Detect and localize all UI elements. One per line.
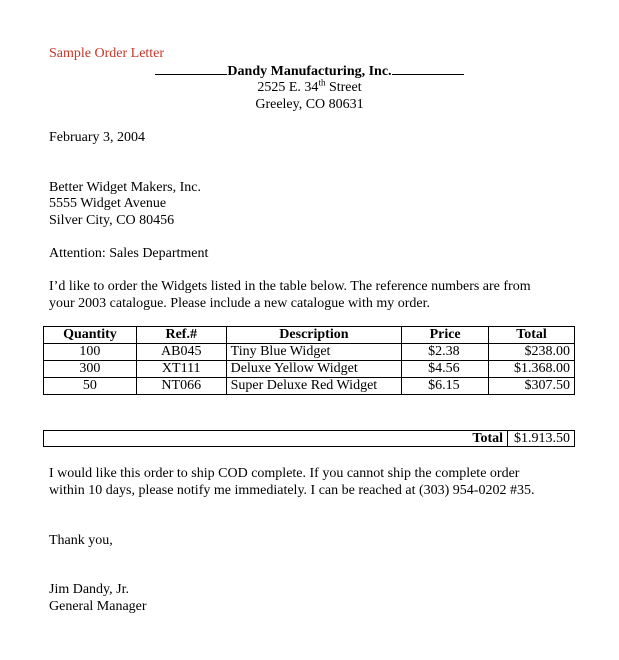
cell-total: $1.368.00	[489, 361, 575, 378]
cell-price: $4.56	[402, 361, 489, 378]
header-quantity: Quantity	[44, 327, 137, 344]
header-total: Total	[489, 327, 575, 344]
order-table	[43, 326, 575, 395]
body-paragraph-2-line-2: within 10 days, please notify me immediately. I can be reached at (303) 954-0202 #35.	[49, 483, 535, 498]
letterhead-address	[0, 79, 619, 96]
cell-description: Super Deluxe Red Widget	[226, 378, 402, 395]
header-ref: Ref.#	[136, 327, 226, 344]
grand-total-value: $1.913.50	[508, 431, 575, 447]
underline-right	[392, 63, 464, 75]
header-description: Description	[226, 327, 402, 344]
letter-date: February 3, 2004	[49, 130, 146, 145]
recipient-name: Better Widget Makers, Inc.	[49, 180, 201, 195]
body-paragraph-2-line-1: I would like this order to ship COD complete. If you cannot ship the complete order	[49, 466, 520, 481]
cell-total: $238.00	[489, 344, 575, 361]
body-paragraph-1-line-1: I’d like to order the Widgets listed in the table below. The reference numbers are from	[49, 279, 531, 294]
document-title: Sample Order Letter	[49, 46, 165, 61]
table-row	[44, 361, 575, 378]
cell-description: Tiny Blue Widget	[226, 344, 402, 361]
cell-ref: NT066	[136, 378, 226, 395]
grand-total-row	[44, 431, 575, 447]
company-name: Dandy Manufacturing, Inc.	[227, 64, 392, 79]
cell-quantity: 300	[44, 361, 137, 378]
recipient-city: Silver City, CO 80456	[49, 213, 175, 228]
cell-ref: AB045	[136, 344, 226, 361]
letterhead-company-line	[0, 63, 619, 80]
closing: Thank you,	[49, 533, 113, 548]
cell-description: Deluxe Yellow Widget	[226, 361, 402, 378]
header-price: Price	[402, 327, 489, 344]
grand-total-label: Total	[419, 431, 508, 447]
cell-quantity: 100	[44, 344, 137, 361]
recipient-street: 5555 Widget Avenue	[49, 196, 167, 211]
signature-name: Jim Dandy, Jr.	[49, 582, 129, 597]
table-row	[44, 378, 575, 395]
grand-total-spacer	[44, 431, 420, 447]
cell-total: $307.50	[489, 378, 575, 395]
underline-left	[155, 63, 227, 75]
body-paragraph-1-line-2: your 2003 catalogue. Please include a new catalogue with my order.	[49, 296, 430, 311]
letterhead-city: Greeley, CO 80631	[255, 97, 364, 112]
address-superscript: th	[318, 77, 326, 88]
cell-quantity: 50	[44, 378, 137, 395]
address-number: 2525 E. 34	[257, 80, 319, 95]
signature-title: General Manager	[49, 599, 147, 614]
address-street: Street	[325, 80, 362, 95]
table-header-row	[44, 327, 575, 344]
attention-line: Attention: Sales Department	[49, 246, 209, 261]
grand-total-table	[43, 430, 575, 447]
cell-ref: XT111	[136, 361, 226, 378]
table-row	[44, 344, 575, 361]
cell-price: $2.38	[402, 344, 489, 361]
cell-price: $6.15	[402, 378, 489, 395]
